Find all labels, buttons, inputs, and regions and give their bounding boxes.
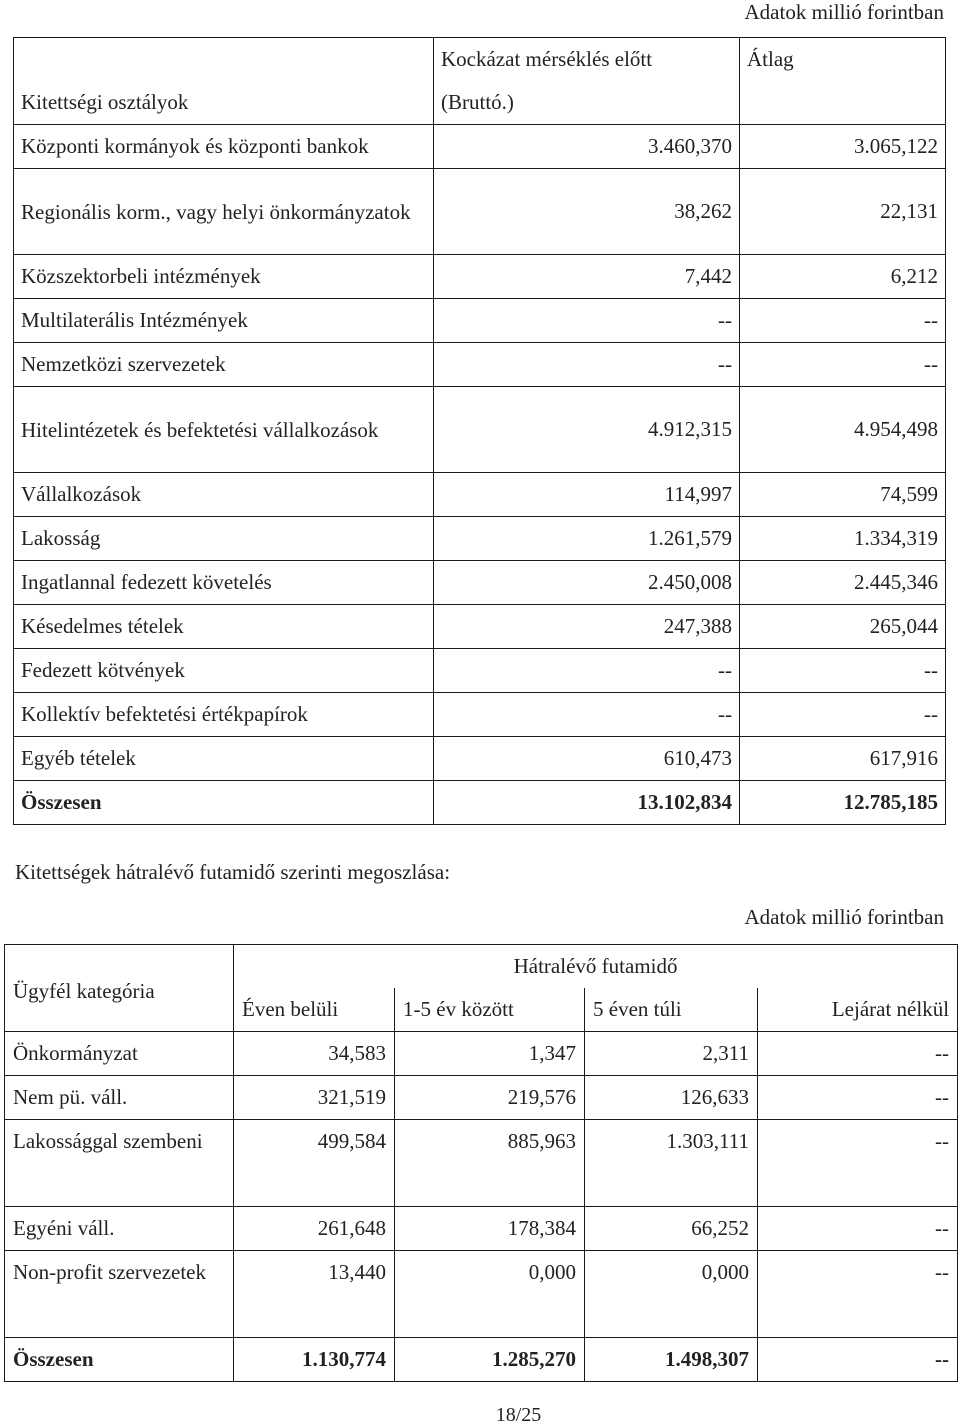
header-1-5-years: 1-5 év között xyxy=(395,988,585,1032)
table-row xyxy=(14,255,946,299)
row-label: Vállalkozások xyxy=(14,473,434,517)
table-row xyxy=(5,1076,958,1120)
header-remaining-maturity: Hátralévő futamidő xyxy=(234,945,958,989)
header-client-category: Ügyfél kategória xyxy=(5,945,234,1032)
row-label: Fedezett kötvények xyxy=(14,649,434,693)
row-gross: 4.912,315 xyxy=(434,387,740,473)
row-value: 0,000 xyxy=(585,1251,758,1338)
total-value: 1.130,774 xyxy=(234,1338,395,1382)
total-value: 1.498,307 xyxy=(585,1338,758,1382)
row-label: Regionális korm., vagy helyi önkormányzatok xyxy=(14,169,434,255)
row-label: Közszektorbeli intézmények xyxy=(14,255,434,299)
header-no-maturity: Lejárat nélkül xyxy=(758,988,958,1032)
row-label: Kollektív befektetési értékpapírok xyxy=(14,693,434,737)
header-gross-line2: (Bruttó.) xyxy=(441,90,514,114)
total-gross: 13.102,834 xyxy=(434,781,740,825)
row-gross: -- xyxy=(434,299,740,343)
table-header-row xyxy=(14,38,946,125)
row-label: Önkormányzat xyxy=(5,1032,234,1076)
row-label: Multilaterális Intézmények xyxy=(14,299,434,343)
total-average: 12.785,185 xyxy=(740,781,946,825)
table-row xyxy=(14,387,946,473)
header-gross xyxy=(434,38,740,125)
total-label: Összesen xyxy=(14,781,434,825)
row-gross: 1.261,579 xyxy=(434,517,740,561)
header-average: Átlag xyxy=(740,38,946,125)
table-row xyxy=(14,343,946,387)
row-average: -- xyxy=(740,343,946,387)
row-value: 126,633 xyxy=(585,1076,758,1120)
row-average: 1.334,319 xyxy=(740,517,946,561)
table-row xyxy=(14,605,946,649)
row-value: 219,576 xyxy=(395,1076,585,1120)
row-gross: 247,388 xyxy=(434,605,740,649)
row-value: 178,384 xyxy=(395,1207,585,1251)
row-label: Egyéb tételek xyxy=(14,737,434,781)
row-value: 261,648 xyxy=(234,1207,395,1251)
row-label: Késedelmes tételek xyxy=(14,605,434,649)
row-value: 34,583 xyxy=(234,1032,395,1076)
total-value: -- xyxy=(758,1338,958,1382)
row-label: Nem pü. váll. xyxy=(5,1076,234,1120)
row-gross: 610,473 xyxy=(434,737,740,781)
row-gross: 114,997 xyxy=(434,473,740,517)
row-average: 265,044 xyxy=(740,605,946,649)
row-value: -- xyxy=(758,1032,958,1076)
row-label: Non-profit szervezetek xyxy=(5,1251,234,1338)
row-label: Nemzetközi szervezetek xyxy=(14,343,434,387)
header-over-5-years: 5 éven túli xyxy=(585,988,758,1032)
row-gross: -- xyxy=(434,649,740,693)
row-value: -- xyxy=(758,1251,958,1338)
row-average: -- xyxy=(740,693,946,737)
table-row xyxy=(14,169,946,255)
total-label: Összesen xyxy=(5,1338,234,1382)
row-label: Lakossággal szembeni xyxy=(5,1120,234,1207)
row-gross: 38,262 xyxy=(434,169,740,255)
exposure-class-table xyxy=(13,37,946,825)
page-number: 18/25 xyxy=(495,1404,542,1426)
row-value: 1.303,111 xyxy=(585,1120,758,1207)
total-row xyxy=(14,781,946,825)
row-gross: 2.450,008 xyxy=(434,561,740,605)
row-value: 499,584 xyxy=(234,1120,395,1207)
header-gross-line1: Kockázat mérséklés előtt xyxy=(441,47,653,71)
header-exposure-classes: Kitettségi osztályok xyxy=(14,38,434,125)
table-row xyxy=(14,299,946,343)
row-average: 617,916 xyxy=(740,737,946,781)
row-value: -- xyxy=(758,1120,958,1207)
row-value: -- xyxy=(758,1207,958,1251)
row-average: 2.445,346 xyxy=(740,561,946,605)
table-row xyxy=(14,561,946,605)
table-row xyxy=(5,1251,958,1338)
row-value: 1,347 xyxy=(395,1032,585,1076)
row-gross: -- xyxy=(434,343,740,387)
row-average: 22,131 xyxy=(740,169,946,255)
table-header-row xyxy=(5,945,958,989)
row-value: 2,311 xyxy=(585,1032,758,1076)
table-row xyxy=(14,517,946,561)
maturity-table xyxy=(4,944,958,1382)
row-label: Ingatlannal fedezett követelés xyxy=(14,561,434,605)
row-average: 74,599 xyxy=(740,473,946,517)
table-row xyxy=(14,693,946,737)
row-label: Központi kormányok és központi bankok xyxy=(14,125,434,169)
table-row xyxy=(14,649,946,693)
row-label: Lakosság xyxy=(14,517,434,561)
total-value: 1.285,270 xyxy=(395,1338,585,1382)
unit-note-top: Adatok millió forintban xyxy=(744,0,944,24)
row-value: 66,252 xyxy=(585,1207,758,1251)
table-row xyxy=(14,737,946,781)
row-value: 13,440 xyxy=(234,1251,395,1338)
table-row xyxy=(5,1207,958,1251)
table-row xyxy=(14,125,946,169)
row-value: 0,000 xyxy=(395,1251,585,1338)
unit-note-bottom: Adatok millió forintban xyxy=(744,905,944,929)
row-average: 3.065,122 xyxy=(740,125,946,169)
table-row xyxy=(5,1120,958,1207)
row-average: -- xyxy=(740,649,946,693)
row-value: 321,519 xyxy=(234,1076,395,1120)
row-value: -- xyxy=(758,1076,958,1120)
row-label: Hitelintézetek és befektetési vállalkozások xyxy=(14,387,434,473)
row-value: 885,963 xyxy=(395,1120,585,1207)
table-row xyxy=(5,1032,958,1076)
maturity-caption: Kitettségek hátralévő futamidő szerinti megoszlása: xyxy=(15,860,451,884)
row-label: Egyéni váll. xyxy=(5,1207,234,1251)
row-average: -- xyxy=(740,299,946,343)
row-average: 4.954,498 xyxy=(740,387,946,473)
total-row xyxy=(5,1338,958,1382)
row-gross: 7,442 xyxy=(434,255,740,299)
row-gross: -- xyxy=(434,693,740,737)
header-within-year: Éven belüli xyxy=(234,988,395,1032)
table-row xyxy=(14,473,946,517)
row-average: 6,212 xyxy=(740,255,946,299)
row-gross: 3.460,370 xyxy=(434,125,740,169)
